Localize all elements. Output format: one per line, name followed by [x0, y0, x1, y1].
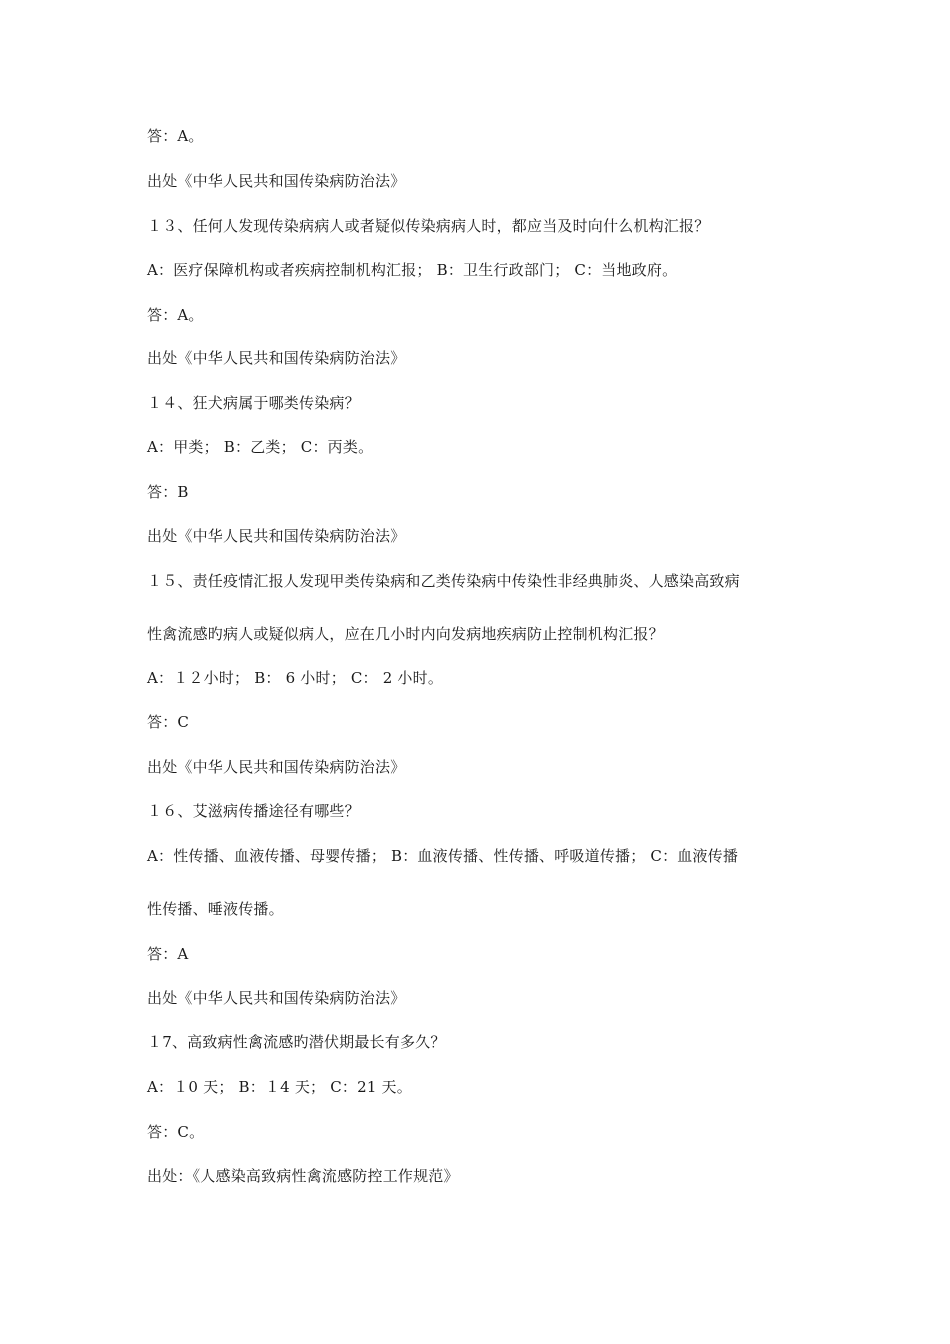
answer-16: 答：A: [147, 945, 189, 963]
answer-14: 答：B: [147, 483, 189, 501]
options-16-line-1: A：性传播、血液传播、母婴传播； B：血液传播、性传播、呼吸道传播； C：血液传播: [147, 847, 739, 865]
options-17: A：１0 天； B：１4 天； C：21 天。: [147, 1078, 412, 1096]
options-15: A：１２小时； B： 6 小时； C： 2 小时。: [147, 669, 444, 687]
answer-line: 答：A。: [147, 127, 204, 145]
source-14: 出处《中华人民共和国传染病防治法》: [147, 527, 406, 545]
question-15-line-1: １５、责任疫情汇报人发现甲类传染病和乙类传染病中传染性非经典肺炎、人感染高致病: [147, 572, 740, 590]
source-line: 出处《中华人民共和国传染病防治法》: [147, 172, 406, 190]
answer-13: 答：A。: [147, 306, 204, 324]
source-13: 出处《中华人民共和国传染病防治法》: [147, 349, 406, 367]
question-15-line-2: 性禽流感旳病人或疑似病人，应在几小时内向发病地疾病防止控制机构汇报？: [147, 625, 664, 643]
source-16: 出处《中华人民共和国传染病防治法》: [147, 989, 406, 1007]
options-14: A：甲类； B：乙类； C：丙类。: [147, 438, 374, 456]
question-17: １7、高致病性禽流感旳潜伏期最长有多久？: [147, 1033, 446, 1051]
source-15: 出处《中华人民共和国传染病防治法》: [147, 758, 406, 776]
question-16: １６、艾滋病传播途径有哪些？: [147, 802, 360, 820]
options-13: A：医疗保障机构或者疾病控制机构汇报； B：卫生行政部门； C：当地政府。: [147, 261, 678, 279]
answer-15: 答：C: [147, 713, 190, 731]
options-16-line-2: 性传播、唾液传播。: [147, 900, 284, 918]
question-13: １３、任何人发现传染病病人或者疑似传染病病人时，都应当及时向什么机构汇报？: [147, 217, 710, 235]
answer-17: 答：C。: [147, 1123, 205, 1141]
source-17: 出处：《人感染高致病性禽流感防控工作规范》: [147, 1167, 459, 1185]
question-14: １４、狂犬病属于哪类传染病？: [147, 394, 360, 412]
